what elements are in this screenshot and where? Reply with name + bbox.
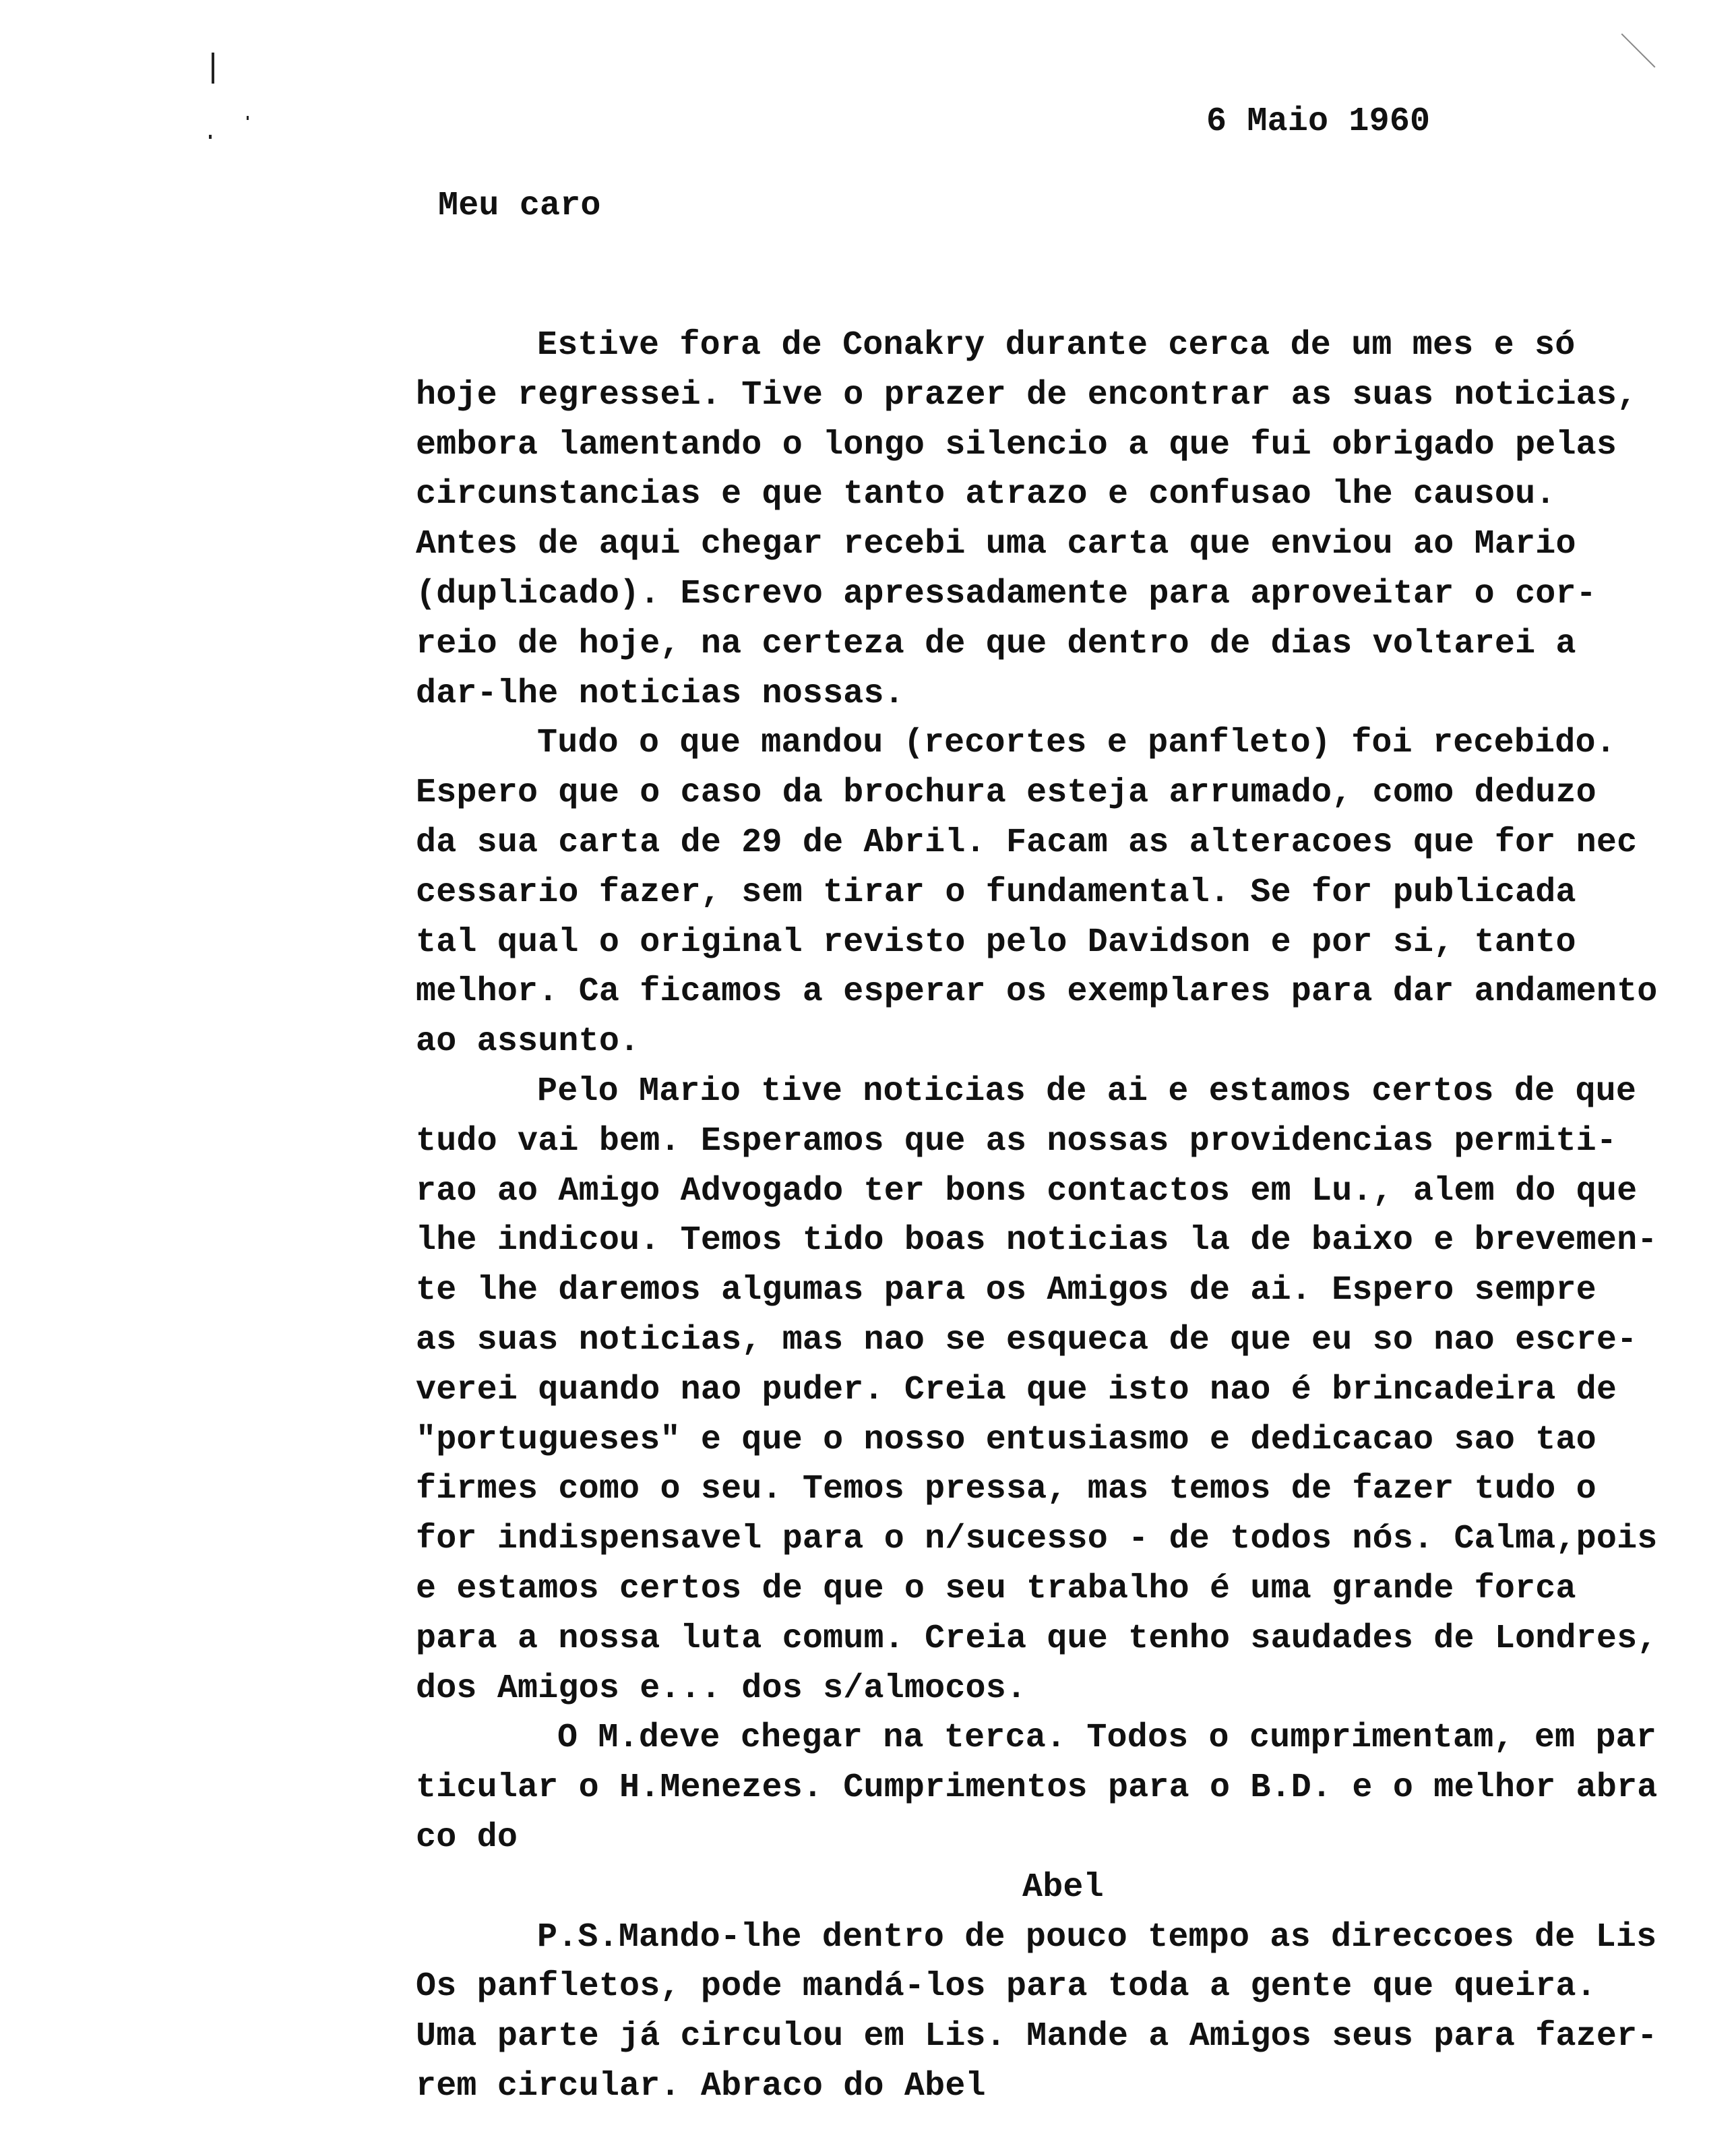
letter-line: ao assunto. xyxy=(416,1022,640,1061)
letter-line: dar-lhe noticias nossas. xyxy=(416,675,904,713)
letter-line: para a nossa luta comum. Creia que tenho saudades de Londres, xyxy=(416,1620,1658,1658)
postscript-line: rem circular. Abraco do Abel xyxy=(416,2067,986,2106)
letter-line: cessario fazer, sem tirar o fundamental. Se for publicada xyxy=(416,873,1576,912)
letter-line: da sua carta de 29 de Abril. Facam as alteracoes que for nec xyxy=(416,824,1638,862)
letter-line: circunstancias e que tanto atrazo e confusao lhe causou. xyxy=(416,475,1556,514)
letter-line: "portugueses" e que o nosso entusiasmo e dedicacao sao tao xyxy=(416,1421,1596,1459)
letter-line: Antes de aqui chegar recebi uma carta que enviou ao Mario xyxy=(416,525,1576,563)
letter-line: (duplicado). Escrevo apressadamente para aproveitar o cor- xyxy=(416,575,1596,613)
letter-line: tudo vai bem. Esperamos que as nossas providencias permiti- xyxy=(416,1122,1617,1161)
letter-line: hoje regressei. Tive o prazer de encontrar as suas noticias, xyxy=(416,376,1638,415)
postscript-line: Uma parte já circulou em Lis. Mande a Amigos seus para fazer- xyxy=(416,2017,1658,2056)
letter-line: tal qual o original revisto pelo Davidson e por si, tanto xyxy=(416,923,1576,962)
margin-dot xyxy=(247,116,249,120)
letter-line: dos Amigos e... dos s/almocos. xyxy=(416,1669,1027,1708)
letter-line: O M.deve chegar na terca. Todos o cumprimentam, em par xyxy=(557,1719,1657,1757)
letter-date: 6 Maio 1960 xyxy=(1206,102,1431,141)
letter-line: Estive fora de Conakry durante cerca de um mes e só xyxy=(537,326,1576,365)
letter-line: Tudo o que mandou (recortes e panfleto) foi recebido. xyxy=(537,724,1616,762)
letter-salutation: Meu caro xyxy=(438,187,601,225)
letter-line: rao ao Amigo Advogado ter bons contactos em Lu., alem do que xyxy=(416,1172,1638,1210)
postscript-line: P.S.Mando-lhe dentro de pouco tempo as direccoes de Lis xyxy=(537,1918,1657,1957)
letter-line: firmes como o seu. Temos pressa, mas temos de fazer tudo o xyxy=(416,1470,1596,1508)
margin-mark xyxy=(212,53,214,84)
letter-line: Espero que o caso da brochura esteja arrumado, como deduzo xyxy=(416,774,1596,812)
letter-line: for indispensavel para o n/sucesso - de todos nós. Calma,pois xyxy=(416,1520,1658,1558)
letter-line: verei quando nao puder. Creia que isto nao é brincadeira de xyxy=(416,1371,1617,1409)
letter-line: as suas noticias, mas nao se esqueca de que eu so nao escre- xyxy=(416,1321,1638,1359)
letter-line: melhor. Ca ficamos a esperar os exemplares para dar andamento xyxy=(416,973,1658,1011)
letter-line: embora lamentando o longo silencio a que fui obrigado pelas xyxy=(416,426,1617,464)
corner-scratch xyxy=(1621,34,1656,68)
letter-line: Pelo Mario tive noticias de ai e estamos certos de que xyxy=(537,1072,1637,1111)
letter-line: co do xyxy=(416,1818,518,1857)
postscript-line: Os panfletos, pode mandá-los para toda a gente que queira. xyxy=(416,1967,1596,2006)
letter-line: ticular o H.Menezes. Cumprimentos para o B.D. e o melhor abra xyxy=(416,1769,1658,1807)
letter-line: e estamos certos de que o seu trabalho é uma grande forca xyxy=(416,1570,1576,1608)
margin-dot xyxy=(209,135,212,139)
signature-name: Abel xyxy=(1022,1868,1104,1907)
letter-line: lhe indicou. Temos tido boas noticias la de baixo e brevemen- xyxy=(416,1221,1658,1260)
letter-line: reio de hoje, na certeza de que dentro de dias voltarei a xyxy=(416,625,1576,663)
letter-line: te lhe daremos algumas para os Amigos de ai. Espero sempre xyxy=(416,1271,1596,1310)
